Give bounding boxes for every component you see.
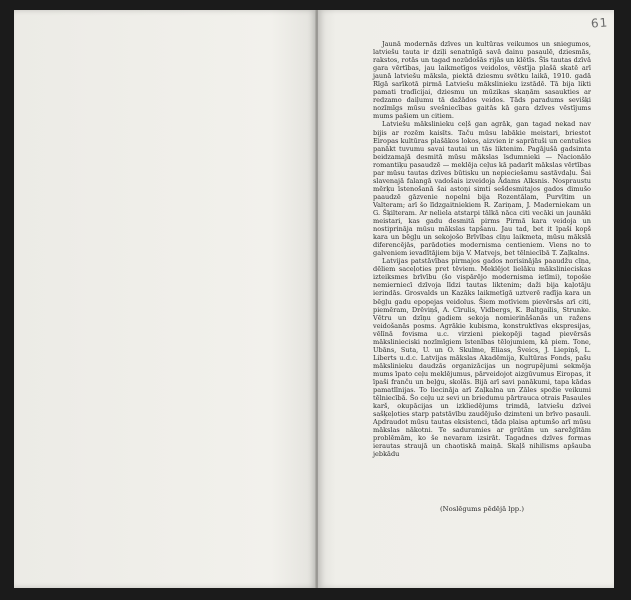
blank-left-page [14, 10, 316, 588]
paragraph: Latvijas patstāvības pirmajos gados norisinājās paaudžu cīņa, dēliem saceļoties pret tēviem. Meklējot lielāku mākslinieciskas izteiksmes brīvību (šo vispārējo modernisma ietīmi), topošie nemierniecī dzīvoja līdzi tautas liktenim; daži bija kaļotāju ierindās. Grosvalds un Kazāks laikmetīgā uztverē radīja kara un bēgļu gadu epopejas veidolus. Šiem motīviem pievērsās arī citi, piemēram, Drēviņš, A. Cīrulis, Vidbergs, K. Baltgailis, Strunke. Vētru un dzīņu gadiem sekoja nomierināšanās un ražens veidošanās posms. Agrākie kubisma, konstruktīvas ekspresijas, vēlīnā fovisma u.c. virzieni piekopēji tagad pievērsās mākslinieciski nozīmīgiem īstenības tēlojumiem, kā piem. Tone, Ubāns, Suta, U. un O. Skulme, Eliass, Šveics, J. Liepiņš, L. Liberts u.d.c. Latvijas mākslas Akadēmija, Kultūras Fonds, pašu mākslinieku daudzās organizācijas un nogrupējumi sekmēja mums īpato ceļu meklējumus, pārveidojot aizgūvumus Eiropas, it īpaši franču un beļģu, skolās. Bijā arī savi panākumi, tapa kādas pamatlīnijas. To liecināja arī Zaļkalna un Zāles spožie veikumi tēlniecībā. Šo ceļu uz sevi un briedumu pārtrauca otrais Pasaules karš, okupācijas un izkliedējums trimdā, latviešu dzīvei sašķeļoties starp patstāvību zaudējušo dzimteni un brīvo pasauli. Apdraudot mūsu tautas eksistenci, tāda plaisa aptumšo arī mūsu mākslas nākotni. Te saduramies ar grūtām un sarežģītām problēmām, ko še nevaram izsirāt. Tagadnes dzīves formas ierautas straujā un chaotiskā maiņā. Skaļš nihilisms apšauba jebkādu [373, 257, 591, 459]
handwritten-page-number: 61 [590, 15, 609, 31]
paragraph: Jaunā modernās dzīves un kultūras veikumos un sniegumos, latviešu tauta ir dziļi senatnīgā savā dainu pasaulē, dziesmās, rakstos, rotās un tagad nozūdošās rijās un klētīs. Šīs tautas dzīvā gara vērtības, jau laikmetīgos veidolos, vēstīja plašā skatē arī jaunā latviešu māksla, piektā dziesmu svētku laikā, 1910. gadā Rīgā sarīkotā pirmā Latviešu mākslinieku izstādē. Tā bija likti pamati tradīcijai, dziesmu un mūzikas skaņām sasaukties ar redzamo daiļumu tā dažādos veidos. Tāds paradums sevišķi nozīmīgs mūsu svešniecības gaitās kā gara dzīves vēstījums mums pašiem un citiem. [373, 40, 591, 121]
continuation-note: (Noslēgums pēdējā lpp.) [440, 505, 524, 513]
body-text [373, 40, 591, 458]
paragraph: Latviešu mākslinieku ceļš gan agrāk, gan tagad nekad nav bijis ar rozēm kaisīts. Taču mūsu labākie meistari, briestot Eiropas kultūras plašākos lokos, aizvien ir saprātuši un centušies panākt tuvumu savai tautai un tās liktenim. Pagājušā gadsimta beidzamajā desmitā mūsu mākslas īsdumnieki — Nacionālo romantiķu pasaudzē — meklēja ceļus kā padarīt mākslas vērtības par mūsu tautas dzīves būtisku un nepieciešamu sastāvdaļu. Šai slavenajā falangā vadošais izveidoja Ādams Alksnis. Nospraustu mērķu īstenošanā šai astoņi simti sešdesmitajos gados dimušo paaudzē gāzvenie nopelni bija Rozentālam, Purvītim un Valteram; arī šo līdzgaitniekiem R. Zariņam, J. Maderniekam un G. Šķilteram. Ar neliela atstarpi tālkā nāca citi vecāki un jaunāki meistari, kas gadu desmitā pirms Pirmā kara veidoja un nostiprināja mūsu mākslas tapšanu. Jau tad, bet it īpaši kopš kara un bēgļu un sekojošo Brīvības cīņu laikmeta, mūsu mākslā diferencējās, parādoties modernisma centieniem. Viens no to galveniem ievadītājiem bija V. Matvejs, bet tēlniecībā T. Zaļkalns. [373, 120, 591, 258]
